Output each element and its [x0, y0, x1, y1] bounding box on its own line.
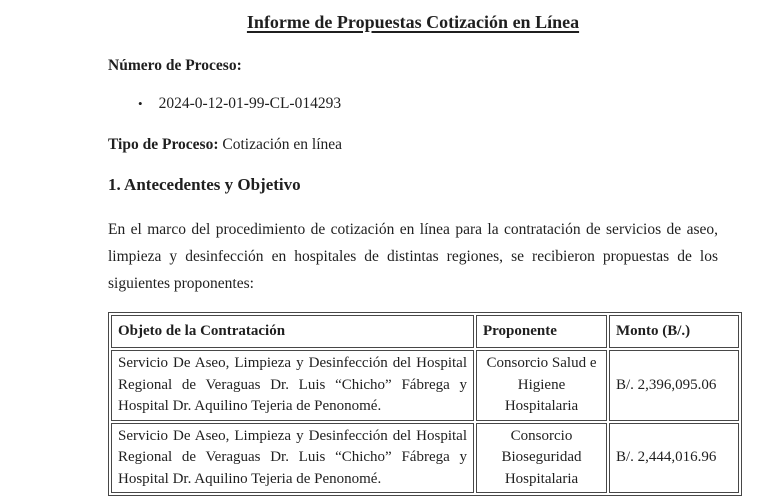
header-proponente: Proponente: [476, 315, 607, 348]
table-header-row: [111, 315, 739, 348]
process-type-line: [108, 136, 718, 154]
cell-proponente: Consorcio Salud e Higiene Hospitalaria: [476, 350, 607, 421]
document-title-text: Informe de Propuestas Cotización en Línea: [246, 12, 580, 32]
section-paragraph: En el marco del procedimiento de cotización en línea para la contratación de servicios de aseo, limpieza y desinfección en hospitales de distintas regiones, se recibieron propuestas de los siguientes proponentes:: [108, 221, 718, 292]
cell-objeto: Servicio De Aseo, Limpieza y Desinfección del Hospital Regional de Veraguas Dr. Luis “Chicho” Fábrega y Hospital Dr. Aquilino Tejeria de Penonomé.: [111, 423, 474, 494]
header-monto: Monto (B/.): [609, 315, 739, 348]
cell-monto: B/. 2,444,016.96: [609, 423, 739, 494]
table-row: [111, 350, 739, 421]
document-title: [108, 12, 718, 33]
table-row: [111, 423, 739, 494]
process-number-value: 2024-0-12-01-99-CL-014293: [158, 95, 342, 112]
proposals-table: [108, 312, 742, 496]
cell-objeto: Servicio De Aseo, Limpieza y Desinfección del Hospital Regional de Veraguas Dr. Luis “Chicho” Fábrega y Hospital Dr. Aquilino Tejeria de Penonomé.: [111, 350, 474, 421]
process-number-item: [138, 95, 718, 113]
process-number-label-line: [108, 57, 718, 75]
process-type-label: Tipo de Proceso:: [108, 136, 219, 153]
section-heading-antecedentes: 1. Antecedentes y Objetivo: [108, 175, 301, 194]
bullet-icon: •: [138, 96, 143, 111]
cell-monto: B/. 2,396,095.06: [609, 350, 739, 421]
process-type-value: Cotización en línea: [218, 136, 343, 153]
header-objeto: Objeto de la Contratación: [111, 315, 474, 348]
proposals-table-body: [111, 350, 739, 493]
process-number-label: Número de Proceso:: [108, 57, 242, 74]
proposals-table-head: [111, 315, 739, 348]
cell-proponente: Consorcio Bioseguridad Hospitalaria: [476, 423, 607, 494]
